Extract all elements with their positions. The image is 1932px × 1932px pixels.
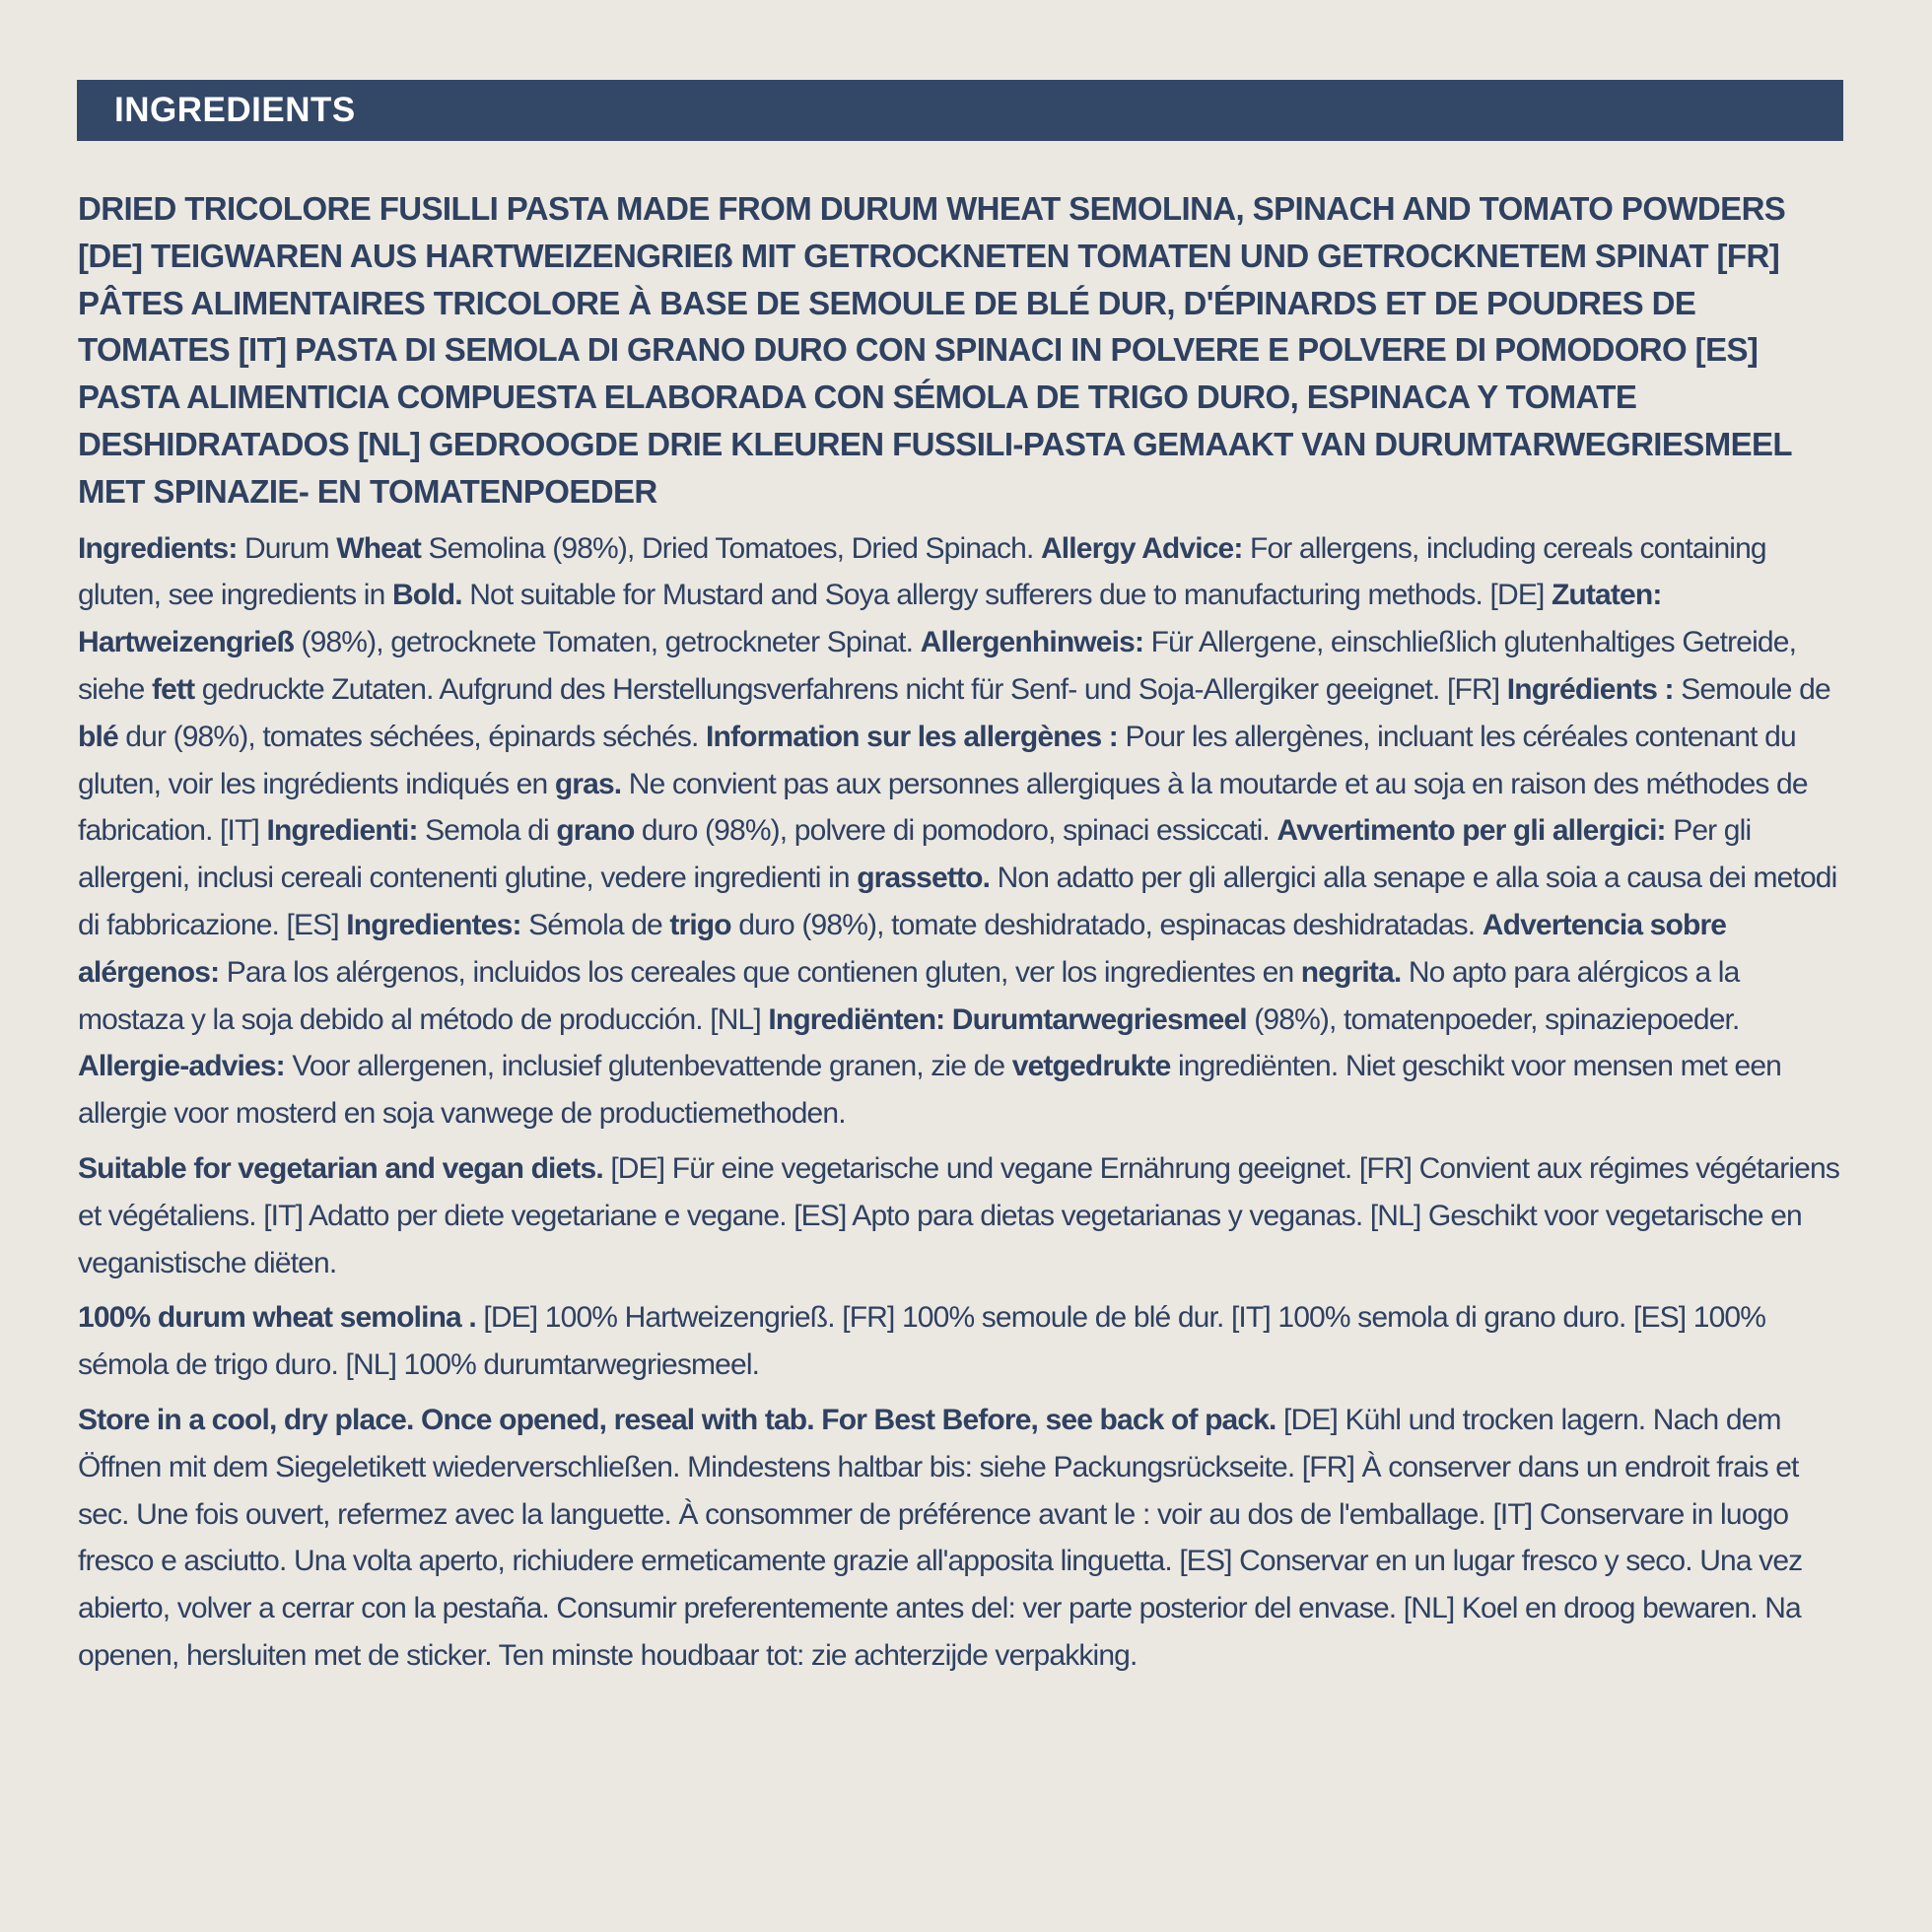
ingredients-text: Not suitable for Mustard and Soya allergy sufferers due to manufacturing methods. [DE]: [461, 579, 1552, 612]
storage-paragraph: [78, 1397, 1852, 1680]
ingredients-label-fr: Ingrédients :: [1506, 672, 1674, 706]
allergy-label-nl: Allergie-advies:: [78, 1050, 285, 1083]
ingredients-text: No apto para alérgicos a la mostaza y la soja debido al método de producción. [NL]: [78, 955, 1740, 1036]
ingredients-label-es: Ingredientes:: [346, 908, 521, 941]
storage-text: [DE] Kühl und trocken lagern. Nach dem Öffnen mit dem Siegeletikett wiederverschließen. Mindestens haltbar bis: siehe Packungsrückseite. [FR] À conserver dans un endroit frais et sec. Une fois ouvert, refermez avec la languette. À consommer de préférence avant le : voir au dos de l'emballage. [IT] Conservare in luogo fresco e asciutto. Una volta aperto, richiudere ermeticamente grazie all'apposita linguetta. [ES] Conservar en un lugar fresco y seco. Una vez abierto, volver a cerrar con la pestaña. Consumir preferentemente antes del: ver parte posterior del envase. [NL] Koel en droog bewaren. Na openen, hersluiten met de sticker. Ten minste houdbaar tot: zie achterzijde verpakking.: [78, 1403, 1803, 1672]
allergen-highlight: negrita.: [1300, 955, 1402, 989]
ingredients-text: Para los alérgenos, incluidos los cereales que contienen gluten, ver los ingredientes en: [219, 955, 1301, 989]
allergen-highlight: gras.: [554, 767, 622, 800]
ingredients-text: Durum: [237, 531, 337, 565]
allergen-highlight: blé: [78, 720, 118, 753]
allergen-highlight: Wheat: [336, 531, 421, 565]
ingredients-label-en: Ingredients:: [78, 531, 238, 565]
ingredients-text: Ne convient pas aux personnes allergiques à la moutarde et au soja en raison des méthodes de fabrication. [IT]: [78, 767, 1808, 848]
product-name: DRIED TRICOLORE FUSILLI PASTA MADE FROM DURUM WHEAT SEMOLINA, SPINACH AND TOMATO POWDERS [DE] TEIGWAREN AUS HARTWEIZENGRIEß MIT GETROCKNETEN TOMATEN UND GETROCKNETEM SPINAT [FR] PÂTES ALIMENTAIRES TRICOLORE À BASE DE SEMOULE DE BLÉ DUR, D'ÉPINARDS ET DE POUDRES DE TOMATES [IT] PASTA DI SEMOLA DI GRANO DURO CON SPINACI IN POLVERE E POLVERE DI POMODORO [ES] PASTA ALIMENTICIA COMPUESTA ELABORADA CON SÉMOLA DE TRIGO DURO, ESPINACA Y TOMATE DESHIDRATADOS [NL] GEDROOGDE DRIE KLEUREN FUSSILI-PASTA GEMAAKT VAN DURUMTARWEGRIESMEEL MET SPINAZIE- EN TOMATENPOEDER: [78, 190, 1792, 510]
ingredients-label-nl: Ingrediënten: Durumtarwegriesmeel: [768, 1002, 1247, 1036]
semolina-paragraph: [78, 1294, 1852, 1389]
allergen-highlight: grassetto.: [857, 862, 991, 895]
ingredients-text: (98%), getrocknete Tomaten, getrockneter Spinat.: [293, 626, 921, 659]
ingredients-text: dur (98%), tomates séchées, épinards séchés.: [117, 720, 707, 753]
ingredients-text: gedruckte Zutaten. Aufgrund des Herstellungsverfahrens nicht für Senf- und Soja-Allergiker geeignet. [FR]: [194, 672, 1507, 706]
semolina-text: [DE] 100% Hartweizengrieß. [FR] 100% semoule de blé dur. [IT] 100% semola di grano duro. [ES] 100% sémola de trigo duro. [NL] 100% durumtarwegriesmeel.: [78, 1301, 1766, 1382]
allergy-label-en: Allergy Advice:: [1040, 531, 1243, 565]
allergen-highlight: vetgedrukte: [1011, 1050, 1171, 1083]
diet-label: Suitable for vegetarian and vegan diets.: [78, 1151, 603, 1185]
allergy-label-it: Avvertimento per gli allergici:: [1276, 814, 1666, 848]
allergen-highlight: grano: [556, 814, 635, 848]
ingredients-text: Für Allergene, einschließlich glutenhaltiges Getreide, siehe: [78, 626, 1797, 706]
allergy-label-fr: Information sur les allergènes :: [706, 720, 1118, 753]
ingredients-text: Pour les allergènes, incluant les céréales contenant du gluten, voir les ingrédients indiqués en: [78, 720, 1796, 800]
allergy-label-de: Allergenhinweis:: [920, 626, 1144, 659]
ingredients-text: duro (98%), polvere di pomodoro, spinaci essiccati.: [634, 814, 1277, 848]
semolina-label: 100% durum wheat semolina .: [78, 1301, 476, 1335]
allergen-highlight: fett: [151, 672, 195, 706]
section-header-bar: [77, 80, 1843, 141]
diet-paragraph: [78, 1145, 1852, 1286]
ingredients-text: Sémola de: [520, 908, 670, 941]
diet-text: [DE] Für eine vegetarische und vegane Ernährung geeignet. [FR] Convient aux régimes végétariens et végétaliens. [IT] Adatto per diete vegetariane e vegane. [ES] Apto para dietas vegetarianas y veganas. [NL] Geschikt voor vegetarische en veganistische diëten.: [78, 1151, 1839, 1279]
ingredients-text: ingrediënten. Niet geschikt voor mensen met een allergie voor mosterd en soja vanwege de productiemethoden.: [78, 1050, 1782, 1131]
ingredients-text: duro (98%), tomate deshidratado, espinacas deshidratadas.: [730, 908, 1483, 941]
allergy-label-es: Advertencia sobre alérgenos:: [78, 908, 1727, 989]
ingredients-text: Non adatto per gli allergici alla senape e alla soia a causa dei metodi di fabbricazione. [ES]: [78, 862, 1837, 941]
ingredients-text: Semoule de: [1673, 672, 1830, 706]
storage-label: Store in a cool, dry place. Once opened, reseal with tab. For Best Before, see back of pack.: [78, 1403, 1276, 1436]
ingredients-text: Voor allergenen, inclusief glutenbevattende granen, zie de: [284, 1050, 1012, 1083]
allergen-highlight: Bold.: [391, 579, 462, 612]
ingredients-label-it: Ingredienti:: [266, 814, 418, 848]
ingredients-paragraph: [78, 525, 1852, 1138]
ingredients-text: Per gli allergeni, inclusi cereali contenenti glutine, vedere ingredienti in: [78, 814, 1752, 895]
ingredients-label-de: Zutaten: Hartweizengrieß: [78, 579, 1662, 659]
ingredients-text: Semola di: [417, 814, 557, 848]
ingredients-text: (98%), tomatenpoeder, spinaziepoeder.: [1246, 1002, 1740, 1036]
ingredients-panel: [78, 185, 1852, 1688]
allergen-highlight: trigo: [669, 908, 731, 941]
ingredients-text: For allergens, including cereals containing gluten, see ingredients in: [78, 531, 1766, 612]
section-title: INGREDIENTS: [114, 91, 356, 129]
ingredients-text: Semolina (98%), Dried Tomatoes, Dried Spinach.: [421, 531, 1041, 565]
